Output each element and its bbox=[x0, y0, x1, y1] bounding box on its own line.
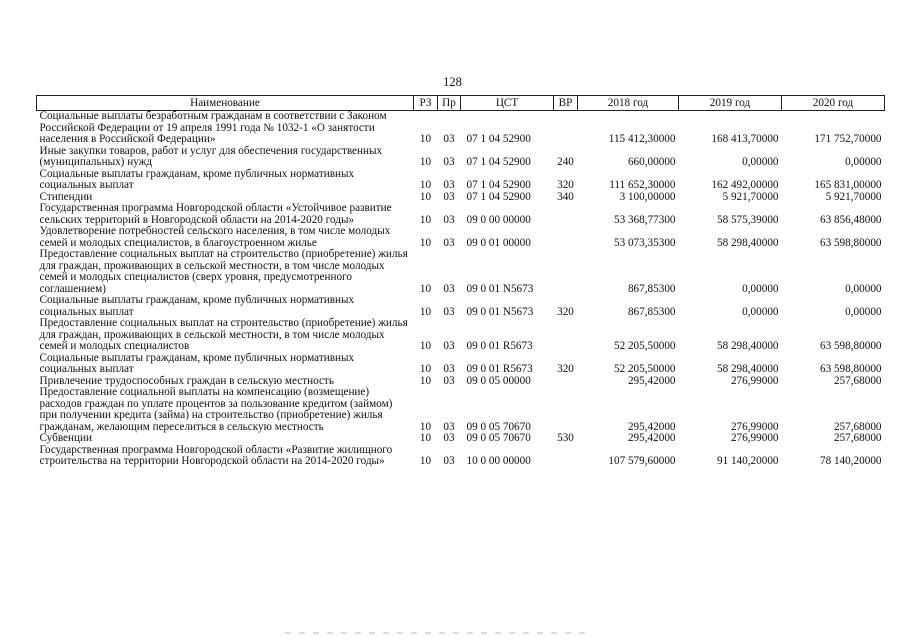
table-row bbox=[37, 146, 885, 169]
cell-rz: 10 bbox=[419, 363, 432, 375]
cell-cst: 09 0 05 70670 bbox=[466, 432, 531, 444]
cell-cst: 09 0 01 N5673 bbox=[466, 305, 534, 318]
cell-y2019: 5 921,70000 bbox=[722, 190, 779, 203]
header-rz: РЗ bbox=[414, 96, 438, 111]
cell-pr: 03 bbox=[443, 455, 455, 467]
cell-y2018: 115 412,30000 bbox=[608, 133, 676, 145]
cell-y2019: 58 298,40000 bbox=[716, 340, 779, 352]
header-2020: 2020 год bbox=[782, 96, 885, 111]
cell-name: Предоставление социальной выплаты на компенсацию (возмещение) расходов граждан по уплате процентов за пользование кредитом (займом) при получении кредита (займа) на строительство (приобретение) жилья гражданам, желающим переселиться в сельскую местность bbox=[39, 386, 393, 433]
cell-pr: 03 bbox=[443, 420, 455, 433]
cell-vr: 320 bbox=[557, 305, 574, 318]
cell-name: Субвенции bbox=[39, 432, 92, 444]
cell-pr: 03 bbox=[443, 190, 455, 203]
cell-pr: 03 bbox=[443, 179, 455, 191]
cell-name: Социальные выплаты гражданам, кроме публичных нормативных социальных выплат bbox=[39, 351, 355, 375]
cell-cst: 07 1 04 52900 bbox=[466, 133, 531, 145]
cell-pr: 03 bbox=[443, 340, 455, 352]
cell-y2020: 171 752,70000 bbox=[814, 133, 882, 145]
cell-vr bbox=[554, 318, 578, 353]
cell-pr: 03 bbox=[443, 374, 455, 387]
header-2018: 2018 год bbox=[578, 96, 679, 111]
cell-y2019: 276,99000 bbox=[730, 374, 779, 387]
cell-y2020: 257,68000 bbox=[833, 374, 882, 387]
cell-vr: 320 bbox=[557, 363, 574, 375]
cell-rz: 10 bbox=[419, 305, 432, 318]
cell-pr: 03 bbox=[443, 236, 455, 249]
cell-vr bbox=[554, 249, 578, 295]
cell-vr: 320 bbox=[557, 179, 574, 191]
cell-y2018: 867,85300 bbox=[627, 282, 676, 295]
cell-rz: 10 bbox=[419, 179, 432, 191]
cell-y2018: 53 073,35300 bbox=[613, 236, 676, 249]
cell-y2019: 276,99000 bbox=[730, 432, 779, 444]
cell-name: Удовлетворение потребностей сельского населения, в том числе молодых семей и молодых специалистов, в благоустроенном жилье bbox=[39, 225, 391, 249]
cell-y2020: 257,68000 bbox=[833, 432, 882, 444]
table-row bbox=[37, 169, 885, 192]
cell-y2020: 63 598,80000 bbox=[819, 363, 882, 375]
table-row bbox=[37, 111, 885, 146]
table-row bbox=[37, 318, 885, 353]
cell-y2020: 63 856,48000 bbox=[819, 213, 882, 226]
cell-vr bbox=[554, 387, 578, 433]
cell-rz: 10 bbox=[419, 190, 432, 203]
cell-name: Привлечение трудоспособных граждан в сельскую местность bbox=[39, 374, 334, 387]
table-row bbox=[37, 226, 885, 249]
cell-cst: 07 1 04 52900 bbox=[466, 156, 531, 168]
table-row bbox=[37, 433, 885, 445]
cell-y2020: 78 140,20000 bbox=[819, 455, 882, 467]
cell-y2020: 0,00000 bbox=[845, 282, 882, 295]
header-cst: ЦСТ bbox=[461, 96, 554, 111]
cell-rz: 10 bbox=[419, 133, 432, 145]
cell-cst: 07 1 04 52900 bbox=[466, 179, 531, 191]
cell-y2018: 53 368,77300 bbox=[613, 213, 676, 226]
cell-y2020: 0,00000 bbox=[845, 156, 882, 168]
cell-vr bbox=[554, 226, 578, 249]
table-row bbox=[37, 249, 885, 295]
cell-y2020: 5 921,70000 bbox=[825, 190, 882, 203]
cell-cst: 07 1 04 52900 bbox=[466, 190, 531, 203]
header-vr: ВР bbox=[554, 96, 578, 111]
cell-vr: 340 bbox=[557, 190, 574, 203]
cell-y2020: 0,00000 bbox=[845, 305, 882, 318]
cell-vr bbox=[554, 111, 578, 146]
cell-y2020: 63 598,80000 bbox=[819, 340, 882, 352]
cell-y2019: 91 140,20000 bbox=[716, 455, 779, 467]
table-row bbox=[37, 387, 885, 433]
header-name: Наименование bbox=[37, 96, 414, 111]
cell-rz: 10 bbox=[419, 374, 432, 387]
cell-y2020: 257,68000 bbox=[833, 420, 882, 433]
cell-y2018: 107 579,60000 bbox=[608, 455, 676, 467]
cell-y2018: 867,85300 bbox=[627, 305, 676, 318]
cell-y2019: 276,99000 bbox=[730, 420, 779, 433]
cell-y2018: 295,42000 bbox=[627, 374, 676, 387]
cell-cst: 09 0 00 00000 bbox=[466, 213, 531, 226]
table-row bbox=[37, 203, 885, 226]
cell-cst: 09 0 05 70670 bbox=[466, 420, 531, 433]
cell-pr: 03 bbox=[443, 156, 455, 168]
header-pr: Пр bbox=[438, 96, 461, 111]
cell-y2018: 52 205,50000 bbox=[613, 363, 676, 375]
cell-name: Предоставление социальных выплат на строительство (приобретение) жилья для граждан, проживающих в сельской местности, в том числе молодых семей и молодых специалистов (сверх уровня, предусмотренного соглашением) bbox=[39, 248, 408, 295]
cell-rz: 10 bbox=[419, 432, 432, 444]
scan-artifact bbox=[285, 632, 585, 634]
cell-rz: 10 bbox=[419, 213, 432, 226]
cell-name: Государственная программа Новгородской области «Развитие жилищного строительства на территории Новгородской области на 2014-2020 годы» bbox=[39, 443, 393, 467]
cell-name: Социальные выплаты гражданам, кроме публичных нормативных социальных выплат bbox=[39, 294, 355, 318]
cell-cst: 09 0 05 00000 bbox=[466, 374, 531, 387]
cell-y2019: 0,00000 bbox=[742, 156, 779, 168]
cell-name: Социальные выплаты гражданам, кроме публичных нормативных социальных выплат bbox=[39, 167, 355, 191]
cell-y2019: 162 492,00000 bbox=[711, 179, 779, 191]
cell-y2019: 58 298,40000 bbox=[716, 236, 779, 249]
table-row bbox=[37, 353, 885, 376]
cell-cst: 09 0 01 R5673 bbox=[466, 340, 533, 352]
cell-rz: 10 bbox=[419, 236, 432, 249]
cell-vr bbox=[554, 376, 578, 388]
cell-y2019: 0,00000 bbox=[742, 282, 779, 295]
cell-name: Социальные выплаты безработным гражданам в соответствии с Законом Российской Федерации от 19 апреля 1991 года № 1032-1 «О занятости населения в Российской Федерации» bbox=[39, 110, 387, 145]
cell-pr: 03 bbox=[443, 363, 455, 375]
cell-y2019: 168 413,70000 bbox=[711, 133, 779, 145]
budget-table bbox=[36, 95, 885, 468]
cell-name: Стипендии bbox=[39, 190, 93, 203]
cell-pr: 03 bbox=[443, 282, 455, 295]
cell-vr: 240 bbox=[557, 156, 574, 168]
cell-y2018: 295,42000 bbox=[627, 432, 676, 444]
page-number: 128 bbox=[443, 75, 462, 89]
cell-pr: 03 bbox=[443, 213, 455, 226]
table-header-row bbox=[37, 96, 885, 111]
cell-name: Предоставление социальных выплат на строительство (приобретение) жилья для граждан, проживающих в сельской местности, в том числе молодых семей и молодых специалистов bbox=[39, 317, 408, 352]
cell-name: Иные закупки товаров, работ и услуг для обеспечения государственных (муниципальных) нужд bbox=[39, 144, 383, 168]
cell-vr bbox=[554, 203, 578, 226]
cell-y2018: 295,42000 bbox=[627, 420, 676, 433]
cell-y2019: 0,00000 bbox=[742, 305, 779, 318]
table-row bbox=[37, 295, 885, 318]
cell-rz: 10 bbox=[419, 282, 432, 295]
cell-pr: 03 bbox=[443, 432, 455, 444]
cell-y2018: 111 652,30000 bbox=[609, 179, 676, 191]
cell-y2018: 52 205,50000 bbox=[613, 340, 676, 352]
cell-pr: 03 bbox=[443, 133, 455, 145]
cell-cst: 09 0 01 R5673 bbox=[466, 363, 533, 375]
cell-vr bbox=[554, 445, 578, 468]
cell-name: Государственная программа Новгородской области «Устойчивое развитие сельских территорий в Новгородской области на 2014-2020 годы» bbox=[39, 202, 392, 226]
cell-pr: 03 bbox=[443, 305, 455, 318]
cell-y2019: 58 298,40000 bbox=[716, 363, 779, 375]
cell-rz: 10 bbox=[419, 455, 432, 467]
cell-y2018: 660,00000 bbox=[627, 156, 676, 168]
cell-cst: 09 0 01 N5673 bbox=[466, 282, 534, 295]
cell-cst: 10 0 00 00000 bbox=[466, 455, 531, 467]
cell-rz: 10 bbox=[419, 156, 432, 168]
cell-rz: 10 bbox=[419, 340, 432, 352]
table-row bbox=[37, 445, 885, 468]
cell-cst: 09 0 01 00000 bbox=[466, 236, 531, 249]
cell-y2018: 3 100,00000 bbox=[619, 190, 676, 203]
cell-y2019: 58 575,39000 bbox=[716, 213, 779, 226]
cell-y2020: 165 831,00000 bbox=[814, 179, 882, 191]
cell-vr: 530 bbox=[557, 432, 574, 444]
cell-y2020: 63 598,80000 bbox=[819, 236, 882, 249]
header-2019: 2019 год bbox=[679, 96, 782, 111]
cell-rz: 10 bbox=[419, 420, 432, 433]
